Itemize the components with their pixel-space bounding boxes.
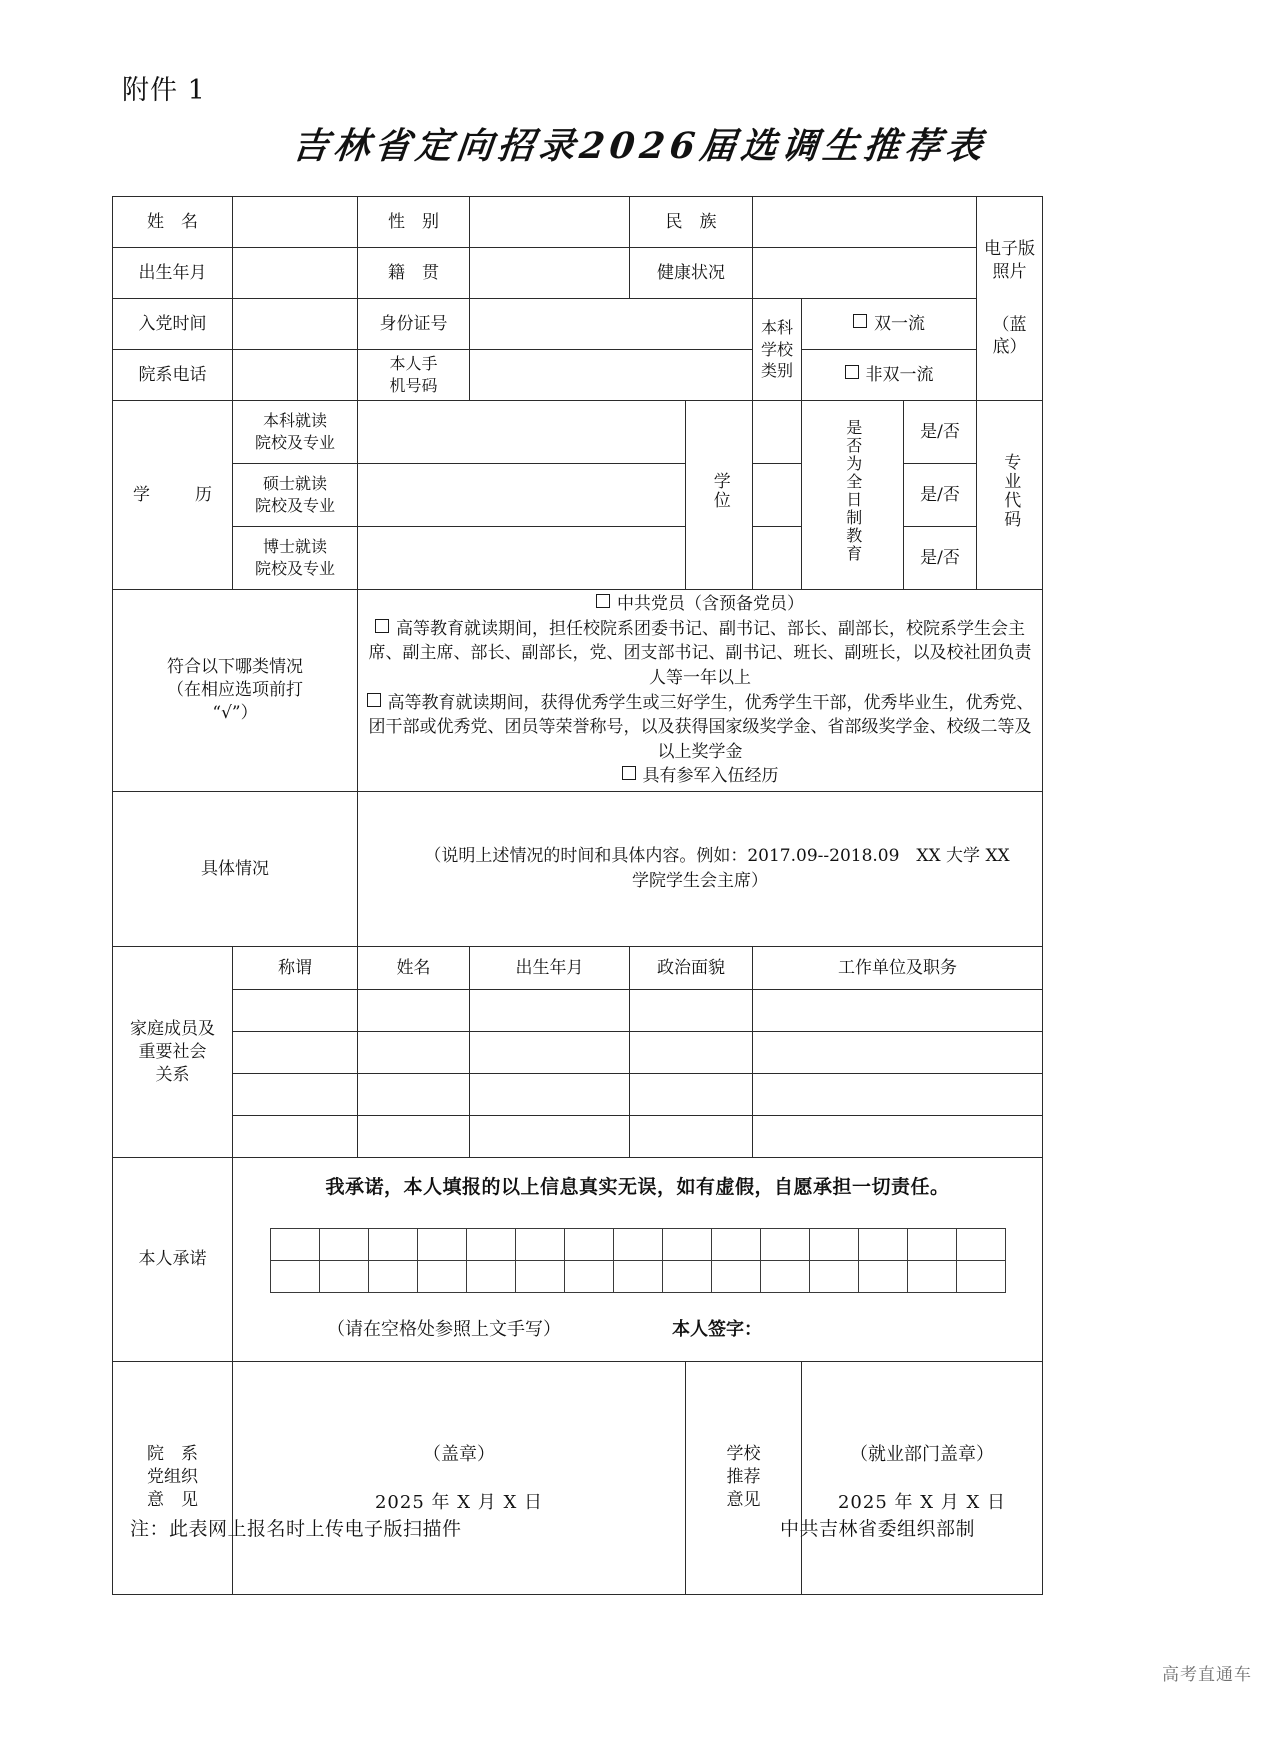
handwriting-cell[interactable]	[515, 1260, 564, 1292]
family-cell-political[interactable]	[630, 1074, 753, 1116]
condition-item[interactable]	[361, 592, 1039, 617]
table-row-party	[113, 299, 1043, 350]
family-cell-political[interactable]	[630, 990, 753, 1032]
family-cell-name[interactable]	[358, 1074, 470, 1116]
handwriting-cell[interactable]	[319, 1228, 368, 1260]
details-hint-line1: （说明上述情况的时间和具体内容。例如：2017.09--2018.09 XX 大学 XX	[424, 846, 1010, 867]
condition-item[interactable]	[361, 764, 1039, 789]
handwriting-cell[interactable]	[956, 1228, 1005, 1260]
label-ethnicity: 民 族	[630, 197, 753, 248]
family-cell-work[interactable]	[753, 1074, 1043, 1116]
family-cell-name[interactable]	[358, 1116, 470, 1158]
handwriting-cell[interactable]	[515, 1228, 564, 1260]
family-cell-name[interactable]	[358, 990, 470, 1032]
checkbox-icon[interactable]	[622, 766, 636, 780]
commitment-statement: 我承诺，本人填报的以上信息真实无误，如有虚假，自愿承担一切责任。	[325, 1176, 950, 1199]
field-bachelor-school[interactable]	[358, 401, 686, 464]
label-doctor: 博士就读 院校及专业	[233, 527, 358, 590]
handwriting-cell[interactable]	[760, 1260, 809, 1292]
checkbox-icon[interactable]	[367, 693, 381, 707]
field-party-join[interactable]	[233, 299, 358, 350]
label-name: 姓 名	[113, 197, 233, 248]
label-party-join: 入党时间	[113, 299, 233, 350]
commitment-hint: （请在空格处参照上文手写）	[326, 1318, 561, 1340]
label-education: 学 历	[113, 401, 233, 590]
handwriting-cell[interactable]	[613, 1260, 662, 1292]
field-dept-opinion[interactable]	[233, 1361, 686, 1594]
school-date-text: 2025 年 X 月 X 日	[837, 1491, 1007, 1513]
condition-item[interactable]	[361, 617, 1039, 691]
family-cell-relation[interactable]	[233, 1074, 358, 1116]
field-school-opinion[interactable]	[802, 1361, 1043, 1594]
handwriting-cell[interactable]	[417, 1228, 466, 1260]
table-row-details	[113, 792, 1043, 947]
checkbox-icon[interactable]	[596, 594, 610, 608]
family-column-header: 工作单位及职务	[753, 947, 1043, 990]
handwriting-cell[interactable]	[858, 1228, 907, 1260]
label-birth: 出生年月	[113, 248, 233, 299]
condition-text: 高等教育就读期间，担任校院系团委书记、副书记、部长、副部长，校院系学生会主席、副主席、部长、副部长，党、团支部书记、副书记、班长、副班长，以及校社团负责人等一年以上	[368, 618, 1032, 688]
label-dept-phone: 院系电话	[113, 350, 233, 401]
handwriting-cell[interactable]	[270, 1228, 319, 1260]
family-column-header: 姓名	[358, 947, 470, 990]
label-family: 家庭成员及 重要社会 关系	[113, 947, 233, 1158]
field-name[interactable]	[233, 197, 358, 248]
field-mobile[interactable]	[470, 350, 753, 401]
page-title: 吉林省定向招录2026届选调生推荐表	[290, 125, 990, 167]
handwriting-grid-row	[270, 1260, 1005, 1292]
table-row-family-header	[113, 947, 1043, 990]
field-dept-phone[interactable]	[233, 350, 358, 401]
handwriting-cell[interactable]	[907, 1260, 956, 1292]
label-conditions: 符合以下哪类情况 （在相应选项前打 “√”）	[113, 590, 358, 792]
label-details: 具体情况	[113, 792, 358, 947]
handwriting-cell[interactable]	[466, 1260, 515, 1292]
label-major-code: 专业代码	[977, 401, 1043, 590]
family-column-header: 称谓	[233, 947, 358, 990]
dept-date-text: 2025 年 X 月 X 日	[374, 1491, 544, 1513]
details-hint-line2: 学院学生会主席）	[632, 871, 768, 892]
family-cell-work[interactable]	[753, 1032, 1043, 1074]
photo-label: 电子版照片	[984, 238, 1036, 282]
handwriting-cell[interactable]	[662, 1228, 711, 1260]
handwriting-cell[interactable]	[809, 1228, 858, 1260]
field-birth[interactable]	[233, 248, 358, 299]
field-ethnicity[interactable]	[753, 197, 977, 248]
table-row-phone	[113, 350, 1043, 401]
table-row-education-bachelor	[113, 401, 1043, 464]
family-column-header: 政治面貌	[630, 947, 753, 990]
family-cell-relation[interactable]	[233, 990, 358, 1032]
family-cell-relation[interactable]	[233, 1116, 358, 1158]
handwriting-cell[interactable]	[368, 1260, 417, 1292]
field-fulltime-doctor[interactable]: 是/否	[904, 527, 977, 590]
family-column-header: 出生年月	[470, 947, 630, 990]
handwriting-grid[interactable]	[270, 1228, 1006, 1293]
commitment-footer	[256, 1317, 1019, 1343]
conditions-list	[358, 590, 1043, 792]
table-row-education-doctor	[113, 527, 1043, 590]
table-row-opinions	[113, 1361, 1043, 1594]
handwriting-cell[interactable]	[319, 1260, 368, 1292]
photo-sub-label: （蓝底）	[992, 314, 1027, 358]
table-row-birth	[113, 248, 1043, 299]
family-cell-birth[interactable]	[470, 990, 630, 1032]
family-cell-work[interactable]	[753, 990, 1043, 1032]
family-cell-birth[interactable]	[470, 1032, 630, 1074]
option-label-non-double-first-class: 非双一流	[865, 364, 934, 385]
family-cell-relation[interactable]	[233, 1032, 358, 1074]
school-seal-text: （就业部门盖章）	[850, 1443, 994, 1465]
checkbox-icon[interactable]	[375, 619, 389, 633]
field-native-place[interactable]	[470, 248, 630, 299]
handwriting-cell[interactable]	[809, 1260, 858, 1292]
handwriting-cell[interactable]	[858, 1260, 907, 1292]
table-row-education-master	[113, 464, 1043, 527]
footer-note: 注：此表网上报名时上传电子版扫描件	[130, 1518, 462, 1540]
field-gender[interactable]	[470, 197, 630, 248]
label-master: 硕士就读 院校及专业	[233, 464, 358, 527]
table-row-family	[113, 1074, 1043, 1116]
handwriting-cell[interactable]	[564, 1228, 613, 1260]
table-row-family	[113, 990, 1043, 1032]
table-row-conditions	[113, 590, 1043, 792]
family-cell-work[interactable]	[753, 1116, 1043, 1158]
label-native-place: 籍 贯	[358, 248, 470, 299]
condition-text: 中共党员（含预备党员）	[617, 594, 804, 614]
label-commitment: 本人承诺	[113, 1158, 233, 1362]
label-mobile: 本人手 机号码	[358, 350, 470, 401]
handwriting-cell[interactable]	[662, 1260, 711, 1292]
signature-label[interactable]: 本人签字：	[671, 1318, 762, 1340]
label-school-opinion: 学校 推荐 意见	[686, 1361, 802, 1594]
handwriting-cell[interactable]	[270, 1260, 319, 1292]
table-row-commitment	[113, 1158, 1043, 1362]
label-health: 健康状况	[630, 248, 753, 299]
family-cell-name[interactable]	[358, 1032, 470, 1074]
handwriting-cell[interactable]	[613, 1228, 662, 1260]
field-degree-bachelor[interactable]	[753, 401, 802, 464]
family-cell-birth[interactable]	[470, 1074, 630, 1116]
condition-text: 高等教育就读期间，获得优秀学生或三好学生，优秀学生干部，优秀毕业生，优秀党、团干部或优秀党、团员等荣誉称号，以及获得国家级奖学金、省部级奖学金、校级二等及以上奖学金	[368, 692, 1034, 762]
label-id-number: 身份证号	[358, 299, 470, 350]
family-cell-political[interactable]	[630, 1116, 753, 1158]
field-id-number[interactable]	[470, 299, 753, 350]
footer-organization: 中共吉林省委组织部制	[780, 1518, 976, 1540]
label-bachelor: 本科就读 院校及专业	[233, 401, 358, 464]
condition-text: 具有参军入伍经历	[642, 766, 779, 787]
label-school-type: 本科 学校 类别	[753, 299, 802, 401]
field-fulltime-master[interactable]: 是/否	[904, 464, 977, 527]
family-cell-political[interactable]	[630, 1032, 753, 1074]
commitment-area	[233, 1158, 1043, 1362]
checkbox-row-non-double-first-class[interactable]	[802, 350, 977, 401]
label-degree: 学位	[686, 401, 753, 590]
table-row-name	[113, 197, 1043, 248]
table-row-family	[113, 1116, 1043, 1158]
condition-item[interactable]	[361, 691, 1039, 765]
option-label-double-first-class: 双一流	[874, 313, 925, 334]
form-table	[112, 196, 1043, 1595]
recommendation-form	[112, 196, 1042, 1595]
checkbox-icon[interactable]	[845, 365, 859, 379]
table-row-family	[113, 1032, 1043, 1074]
field-degree-doctor[interactable]	[753, 527, 802, 590]
attachment-label: 附件 1	[122, 75, 206, 106]
handwriting-cell[interactable]	[417, 1260, 466, 1292]
handwriting-cell[interactable]	[564, 1260, 613, 1292]
handwriting-cell[interactable]	[907, 1228, 956, 1260]
handwriting-cell[interactable]	[760, 1228, 809, 1260]
watermark: 高考直通车	[1162, 1665, 1252, 1685]
field-details[interactable]	[358, 792, 1043, 947]
family-cell-birth[interactable]	[470, 1116, 630, 1158]
dept-seal-text: （盖章）	[423, 1443, 495, 1465]
label-dept-opinion: 院 系 党组织 意 见	[113, 1361, 233, 1594]
handwriting-cell[interactable]	[956, 1260, 1005, 1292]
field-fulltime-bachelor[interactable]: 是/否	[904, 401, 977, 464]
checkbox-row-double-first-class[interactable]	[802, 299, 977, 350]
handwriting-cell[interactable]	[711, 1228, 760, 1260]
handwriting-cell[interactable]	[466, 1228, 515, 1260]
field-doctor-school[interactable]	[358, 527, 686, 590]
label-fulltime: 是否为全日制教育	[802, 401, 904, 590]
handwriting-grid-row	[270, 1228, 1005, 1260]
field-health[interactable]	[753, 248, 977, 299]
field-master-school[interactable]	[358, 464, 686, 527]
handwriting-cell[interactable]	[711, 1260, 760, 1292]
photo-placeholder[interactable]	[977, 197, 1043, 401]
label-gender: 性 别	[358, 197, 470, 248]
checkbox-icon[interactable]	[853, 314, 867, 328]
handwriting-cell[interactable]	[368, 1228, 417, 1260]
field-degree-master[interactable]	[753, 464, 802, 527]
